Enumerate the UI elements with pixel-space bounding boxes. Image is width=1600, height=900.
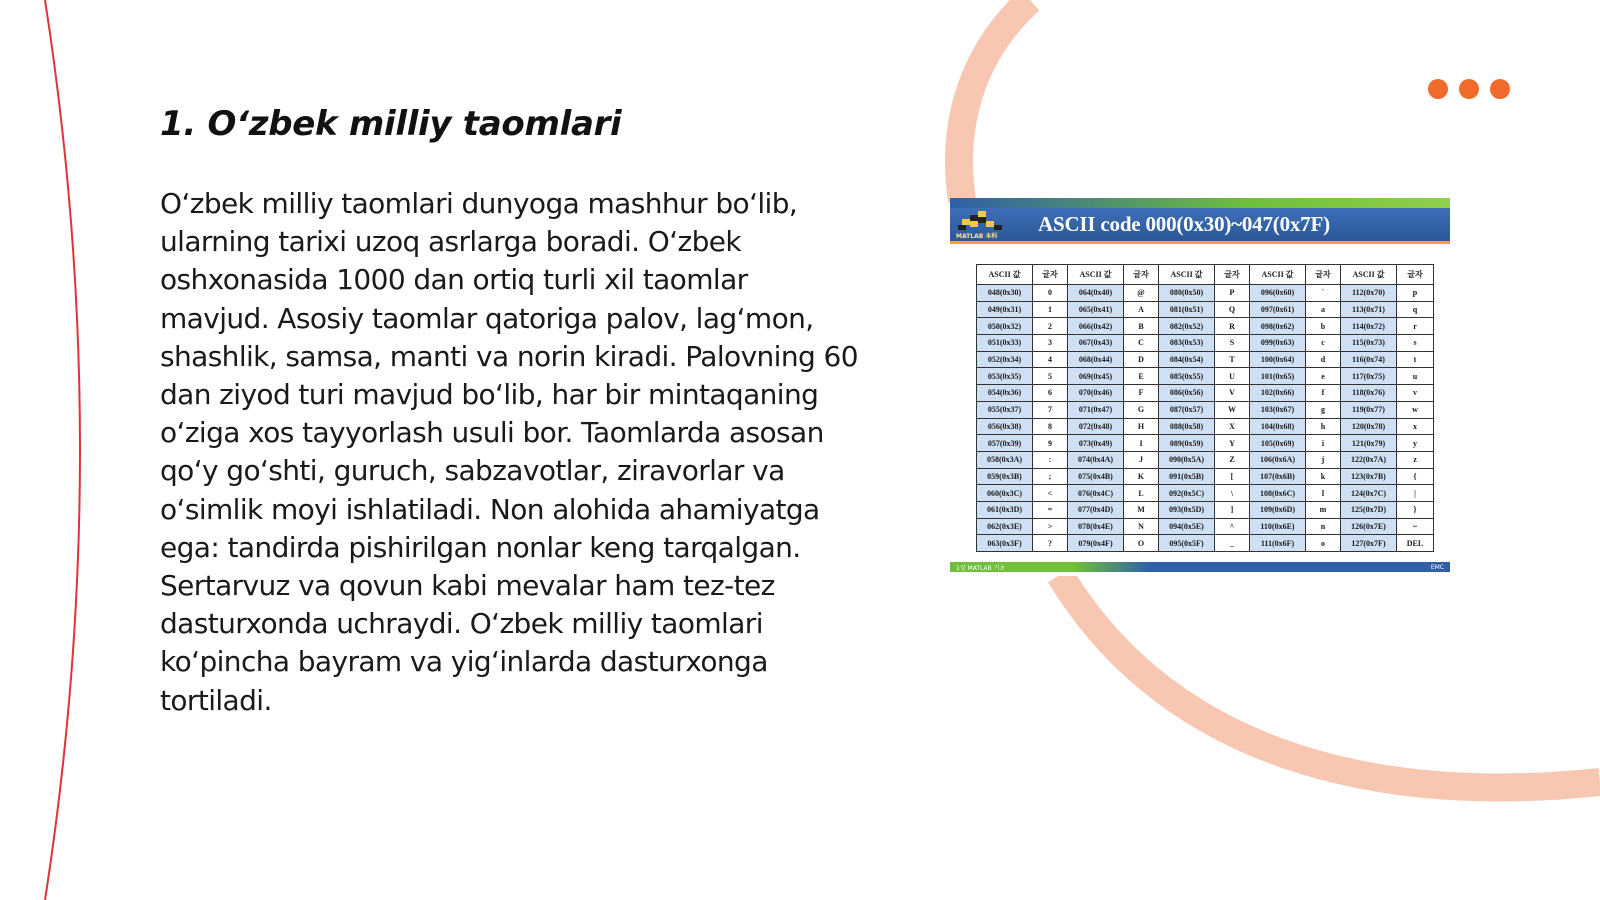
table-row	[977, 301, 1434, 318]
ascii-char-cell: N	[1124, 518, 1159, 535]
ascii-code-cell: 071(0x47)	[1068, 401, 1124, 418]
ascii-char-cell: V	[1215, 385, 1250, 402]
ascii-char-cell: Q	[1215, 301, 1250, 318]
dot-icon	[1490, 79, 1510, 99]
table-row	[977, 418, 1434, 435]
ascii-char-cell: `	[1306, 285, 1341, 302]
ascii-char-cell: W	[1215, 401, 1250, 418]
ascii-char-cell: h	[1306, 418, 1341, 435]
ascii-char-cell: 2	[1033, 318, 1068, 335]
ascii-char-cell: ;	[1033, 468, 1068, 485]
ascii-code-cell: 055(0x37)	[977, 401, 1033, 418]
ascii-code-table	[976, 264, 1434, 552]
ascii-code-cell: 095(0x5F)	[1159, 535, 1215, 552]
ascii-code-cell: 110(0x6E)	[1250, 518, 1306, 535]
ascii-char-cell: ]	[1215, 501, 1250, 518]
ascii-code-cell: 078(0x4E)	[1068, 518, 1124, 535]
ascii-char-cell: @	[1124, 285, 1159, 302]
ascii-char-cell: ?	[1033, 535, 1068, 552]
ascii-char-cell: b	[1306, 318, 1341, 335]
ascii-code-cell: 063(0x3F)	[977, 535, 1033, 552]
table-row	[977, 285, 1434, 302]
ascii-char-cell: q	[1397, 301, 1434, 318]
table-row	[977, 451, 1434, 468]
ascii-char-cell: 6	[1033, 385, 1068, 402]
column-header: ASCII 값	[1159, 265, 1215, 285]
ascii-code-cell: 057(0x39)	[977, 435, 1033, 452]
ascii-code-cell: 094(0x5E)	[1159, 518, 1215, 535]
ascii-code-cell: 126(0x7E)	[1341, 518, 1397, 535]
ascii-char-cell: k	[1306, 468, 1341, 485]
dot-icon	[1428, 79, 1448, 99]
ascii-code-cell: 082(0x52)	[1159, 318, 1215, 335]
logo-text: MATLAB 本科	[956, 232, 998, 240]
slide-title: 1. O‘zbek milliy taomlari	[160, 104, 622, 144]
ascii-char-cell: H	[1124, 418, 1159, 435]
footer-right-text: EMC	[1430, 563, 1444, 571]
ascii-code-cell: 092(0x5C)	[1159, 485, 1215, 502]
ascii-char-cell: x	[1397, 418, 1434, 435]
ascii-code-cell: 097(0x61)	[1250, 301, 1306, 318]
ascii-code-cell: 064(0x40)	[1068, 285, 1124, 302]
ascii-char-cell: c	[1306, 335, 1341, 352]
ascii-code-cell: 084(0x54)	[1159, 351, 1215, 368]
ascii-char-cell: G	[1124, 401, 1159, 418]
ascii-char-cell: a	[1306, 301, 1341, 318]
ascii-char-cell: d	[1306, 351, 1341, 368]
ascii-code-cell: 103(0x67)	[1250, 401, 1306, 418]
ascii-code-cell: 124(0x7C)	[1341, 485, 1397, 502]
ascii-char-cell: p	[1397, 285, 1434, 302]
column-header: 글자	[1215, 265, 1250, 285]
ascii-char-cell: g	[1306, 401, 1341, 418]
column-header: ASCII 값	[977, 265, 1033, 285]
ascii-char-cell: y	[1397, 435, 1434, 452]
column-header: ASCII 값	[1341, 265, 1397, 285]
ascii-code-cell: 086(0x56)	[1159, 385, 1215, 402]
ascii-char-cell: S	[1215, 335, 1250, 352]
ascii-code-cell: 113(0x71)	[1341, 301, 1397, 318]
ascii-code-cell: 051(0x33)	[977, 335, 1033, 352]
ascii-char-cell: }	[1397, 501, 1434, 518]
ascii-char-cell: o	[1306, 535, 1341, 552]
ascii-char-cell: E	[1124, 368, 1159, 385]
ascii-char-cell: DEL	[1397, 535, 1434, 552]
ascii-code-cell: 083(0x53)	[1159, 335, 1215, 352]
ascii-code-cell: 049(0x31)	[977, 301, 1033, 318]
ascii-code-cell: 115(0x73)	[1341, 335, 1397, 352]
ascii-char-cell: u	[1397, 368, 1434, 385]
ascii-char-cell: v	[1397, 385, 1434, 402]
slide-body-text: O‘zbek milliy taomlari dunyoga mashhur bo‘lib, ularning tarixi uzoq asrlarga boradi. O‘zbek oshxonasida 1000 dan ortiq turli xil taomlar mavjud. Asosiy taomlar qatoriga palov, lag‘mon, shashlik, samsa, manti va norin kiradi. Palovning 60 dan ziyod turi mavjud bo‘lib, har bir mintaqaning o‘ziga xos tayyorlash usuli bor. Taomlarda asosan qo‘y go‘shti, guruch, sabzavotlar, ziravorlar va o‘simlik moyi ishlatiladi. Non alohida ahamiyatga ega: tandirda pishirilgan nonlar keng tarqalgan. Sertarvuz va qovun kabi mevalar ham tez-tez dasturxonda uchraydi. O‘zbek milliy taomlari ko‘pincha bayram va yig‘inlarda dasturxonga tortiladi.	[160, 187, 858, 717]
ascii-code-cell: 072(0x48)	[1068, 418, 1124, 435]
ascii-char-cell: ~	[1397, 518, 1434, 535]
ascii-code-cell: 048(0x30)	[977, 285, 1033, 302]
ascii-char-cell: J	[1124, 451, 1159, 468]
ascii-code-cell: 098(0x62)	[1250, 318, 1306, 335]
ascii-code-cell: 119(0x77)	[1341, 401, 1397, 418]
ascii-code-cell: 111(0x6F)	[1250, 535, 1306, 552]
ascii-code-cell: 088(0x58)	[1159, 418, 1215, 435]
table-row	[977, 401, 1434, 418]
column-header: 글자	[1397, 265, 1434, 285]
ascii-code-cell: 117(0x75)	[1341, 368, 1397, 385]
ascii-char-cell: B	[1124, 318, 1159, 335]
ascii-code-cell: 062(0x3E)	[977, 518, 1033, 535]
ascii-code-cell: 109(0x6D)	[1250, 501, 1306, 518]
ascii-char-cell: [	[1215, 468, 1250, 485]
image-footer	[950, 562, 1450, 572]
ascii-char-cell: P	[1215, 285, 1250, 302]
ascii-code-cell: 070(0x46)	[1068, 385, 1124, 402]
table-header-row	[977, 265, 1434, 285]
ascii-code-cell: 074(0x4A)	[1068, 451, 1124, 468]
ascii-char-cell: F	[1124, 385, 1159, 402]
ascii-code-cell: 052(0x34)	[977, 351, 1033, 368]
column-header: ASCII 값	[1250, 265, 1306, 285]
ascii-code-cell: 069(0x45)	[1068, 368, 1124, 385]
ascii-char-cell: D	[1124, 351, 1159, 368]
ascii-char-cell: s	[1397, 335, 1434, 352]
ascii-code-cell: 104(0x68)	[1250, 418, 1306, 435]
ascii-code-cell: 112(0x70)	[1341, 285, 1397, 302]
image-top-strip	[950, 198, 1450, 208]
ascii-char-cell: T	[1215, 351, 1250, 368]
ascii-code-cell: 085(0x55)	[1159, 368, 1215, 385]
column-header: 글자	[1306, 265, 1341, 285]
ascii-char-cell: C	[1124, 335, 1159, 352]
ascii-code-cell: 108(0x6C)	[1250, 485, 1306, 502]
ascii-char-cell: r	[1397, 318, 1434, 335]
ascii-char-cell: U	[1215, 368, 1250, 385]
ascii-code-cell: 065(0x41)	[1068, 301, 1124, 318]
ascii-code-cell: 102(0x66)	[1250, 385, 1306, 402]
ascii-code-cell: 053(0x35)	[977, 368, 1033, 385]
ascii-char-cell: K	[1124, 468, 1159, 485]
peach-arc-upper	[959, 0, 1030, 200]
ascii-char-cell: O	[1124, 535, 1159, 552]
ascii-char-cell: =	[1033, 501, 1068, 518]
ascii-code-cell: 068(0x44)	[1068, 351, 1124, 368]
table-row	[977, 518, 1434, 535]
ascii-char-cell: Y	[1215, 435, 1250, 452]
ascii-char-cell: n	[1306, 518, 1341, 535]
ascii-code-cell: 079(0x4F)	[1068, 535, 1124, 552]
ascii-char-cell: {	[1397, 468, 1434, 485]
ascii-char-cell: _	[1215, 535, 1250, 552]
table-row	[977, 435, 1434, 452]
ascii-table-image	[950, 198, 1450, 576]
ascii-code-cell: 118(0x76)	[1341, 385, 1397, 402]
ascii-code-cell: 122(0x7A)	[1341, 451, 1397, 468]
column-header: 글자	[1033, 265, 1068, 285]
ascii-code-cell: 077(0x4D)	[1068, 501, 1124, 518]
ascii-char-cell: m	[1306, 501, 1341, 518]
ascii-char-cell: <	[1033, 485, 1068, 502]
ascii-char-cell: e	[1306, 368, 1341, 385]
ascii-code-cell: 076(0x4C)	[1068, 485, 1124, 502]
ascii-code-cell: 127(0x7F)	[1341, 535, 1397, 552]
ascii-code-cell: 105(0x69)	[1250, 435, 1306, 452]
ascii-char-cell: 5	[1033, 368, 1068, 385]
image-header	[950, 208, 1450, 244]
ascii-code-cell: 087(0x57)	[1159, 401, 1215, 418]
ascii-char-cell: 4	[1033, 351, 1068, 368]
table-row	[977, 485, 1434, 502]
menu-dots	[1428, 79, 1510, 99]
ascii-code-cell: 060(0x3C)	[977, 485, 1033, 502]
ascii-code-cell: 101(0x65)	[1250, 368, 1306, 385]
ascii-char-cell: 3	[1033, 335, 1068, 352]
table-row	[977, 335, 1434, 352]
column-header: 글자	[1124, 265, 1159, 285]
ascii-char-cell: 9	[1033, 435, 1068, 452]
ascii-table-body	[977, 285, 1434, 552]
dot-icon	[1459, 79, 1479, 99]
ascii-code-cell: 066(0x42)	[1068, 318, 1124, 335]
ascii-char-cell: z	[1397, 451, 1434, 468]
table-row	[977, 318, 1434, 335]
ascii-char-cell: R	[1215, 318, 1250, 335]
column-header: ASCII 값	[1068, 265, 1124, 285]
ascii-char-cell: A	[1124, 301, 1159, 318]
ascii-char-cell: >	[1033, 518, 1068, 535]
ascii-char-cell: L	[1124, 485, 1159, 502]
ascii-char-cell: 8	[1033, 418, 1068, 435]
ascii-char-cell: 7	[1033, 401, 1068, 418]
table-row	[977, 535, 1434, 552]
ascii-char-cell: 0	[1033, 285, 1068, 302]
ascii-code-cell: 120(0x78)	[1341, 418, 1397, 435]
ascii-char-cell: t	[1397, 351, 1434, 368]
ascii-code-cell: 056(0x38)	[977, 418, 1033, 435]
table-row	[977, 368, 1434, 385]
ascii-char-cell: ^	[1215, 518, 1250, 535]
ascii-code-cell: 061(0x3D)	[977, 501, 1033, 518]
ascii-char-cell: M	[1124, 501, 1159, 518]
ascii-char-cell: i	[1306, 435, 1341, 452]
ascii-code-cell: 059(0x3B)	[977, 468, 1033, 485]
ascii-code-cell: 121(0x79)	[1341, 435, 1397, 452]
ascii-char-cell: X	[1215, 418, 1250, 435]
ascii-code-cell: 106(0x6A)	[1250, 451, 1306, 468]
left-red-curve	[45, 0, 80, 900]
ascii-code-cell: 123(0x7B)	[1341, 468, 1397, 485]
ascii-char-cell: l	[1306, 485, 1341, 502]
table-row	[977, 501, 1434, 518]
ascii-char-cell: \	[1215, 485, 1250, 502]
ascii-code-cell: 107(0x6B)	[1250, 468, 1306, 485]
ascii-code-cell: 089(0x59)	[1159, 435, 1215, 452]
ascii-char-cell: :	[1033, 451, 1068, 468]
ascii-char-cell: 1	[1033, 301, 1068, 318]
ascii-char-cell: I	[1124, 435, 1159, 452]
ascii-char-cell: f	[1306, 385, 1341, 402]
ascii-code-cell: 080(0x50)	[1159, 285, 1215, 302]
ascii-code-cell: 058(0x3A)	[977, 451, 1033, 468]
ascii-code-cell: 050(0x32)	[977, 318, 1033, 335]
ascii-char-cell: |	[1397, 485, 1434, 502]
table-row	[977, 468, 1434, 485]
ascii-char-cell: j	[1306, 451, 1341, 468]
ascii-code-cell: 099(0x63)	[1250, 335, 1306, 352]
ascii-code-cell: 054(0x36)	[977, 385, 1033, 402]
ascii-code-cell: 100(0x64)	[1250, 351, 1306, 368]
ascii-code-cell: 090(0x5A)	[1159, 451, 1215, 468]
ascii-char-cell: Z	[1215, 451, 1250, 468]
ascii-char-cell: w	[1397, 401, 1434, 418]
ascii-code-cell: 116(0x74)	[1341, 351, 1397, 368]
matlab-logo-icon	[950, 207, 1012, 243]
ascii-code-cell: 067(0x43)	[1068, 335, 1124, 352]
ascii-code-cell: 114(0x72)	[1341, 318, 1397, 335]
ascii-code-cell: 096(0x60)	[1250, 285, 1306, 302]
ascii-code-cell: 075(0x4B)	[1068, 468, 1124, 485]
ascii-code-cell: 093(0x5D)	[1159, 501, 1215, 518]
table-row	[977, 351, 1434, 368]
image-heading: ASCII code 000(0x30)~047(0x7F)	[1038, 212, 1330, 236]
table-row	[977, 385, 1434, 402]
peach-arc-lower	[1060, 575, 1600, 787]
ascii-code-cell: 073(0x49)	[1068, 435, 1124, 452]
ascii-code-cell: 125(0x7D)	[1341, 501, 1397, 518]
ascii-code-cell: 091(0x5B)	[1159, 468, 1215, 485]
footer-left-text: 1장 MATLAB 기초	[956, 564, 1006, 572]
ascii-code-cell: 081(0x51)	[1159, 301, 1215, 318]
